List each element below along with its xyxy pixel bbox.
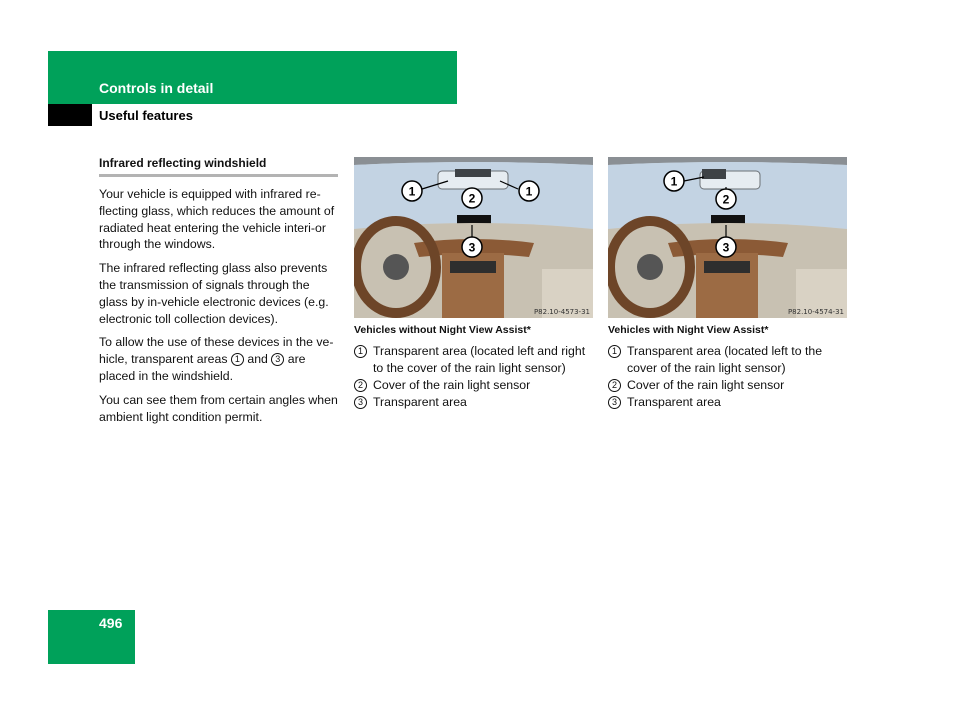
- callout-label: 2: [722, 192, 730, 207]
- list-item: 3 Transparent area: [354, 394, 596, 411]
- callout-overlay: [354, 157, 593, 318]
- list-item: 1 Transparent area (located left to the cover of the rain light sensor): [608, 343, 850, 377]
- callout-label: 1: [525, 184, 533, 199]
- figure-caption: Vehicles without Night View Assist*: [354, 324, 531, 336]
- paragraph: You can see them from certain angles when ambient light condition permit.: [99, 392, 338, 424]
- figure-code: P82.10-4574-31: [787, 308, 844, 316]
- body-text: [99, 186, 341, 432]
- list-item: 2 Cover of the rain light sensor: [354, 377, 596, 394]
- section-rule: [99, 174, 338, 177]
- list-item: 3 Transparent area: [608, 394, 850, 411]
- paragraph: The infrared reflecting glass also prevents the transmission of signals through the glass by in-vehicle electronic devices (e.g. electronic toll collection devices).: [99, 261, 329, 326]
- list-item: 1 Transparent area (located left and right to the cover of the rain light sensor): [354, 343, 596, 377]
- paragraph-transparent-areas: To allow the use of these devices in the ve-hicle, transparent areas 1 and 3 are placed in the windshield.: [99, 335, 334, 383]
- paragraph: Your vehicle is equipped with infrared re-flecting glass, which reduces the amount of radiated heat entering the vehicle interi-or through the windows.: [99, 187, 335, 252]
- callout-label: 3: [468, 240, 476, 255]
- subsection-title: Useful features: [99, 108, 193, 123]
- section-title: Infrared reflecting windshield: [99, 156, 267, 170]
- header-marker: [48, 104, 92, 126]
- chapter-title: Controls in detail: [99, 80, 214, 96]
- figure-without-night-view: [354, 157, 593, 318]
- header-band: [48, 51, 457, 104]
- figure-caption: Vehicles with Night View Assist*: [608, 324, 769, 336]
- page-number: 496: [99, 615, 123, 631]
- legend-list: [608, 343, 850, 411]
- callout-overlay: [608, 157, 847, 318]
- figure-code: P82.10-4573-31: [533, 308, 590, 316]
- legend-list: [354, 343, 596, 411]
- callout-label: 1: [408, 184, 416, 199]
- callout-label: 1: [670, 174, 678, 189]
- callout-number: 3: [271, 353, 284, 366]
- callout-label: 3: [722, 240, 730, 255]
- callout-label: 2: [468, 191, 476, 206]
- list-item: 2 Cover of the rain light sensor: [608, 377, 850, 394]
- callout-number: 1: [231, 353, 244, 366]
- figure-with-night-view: [608, 157, 847, 318]
